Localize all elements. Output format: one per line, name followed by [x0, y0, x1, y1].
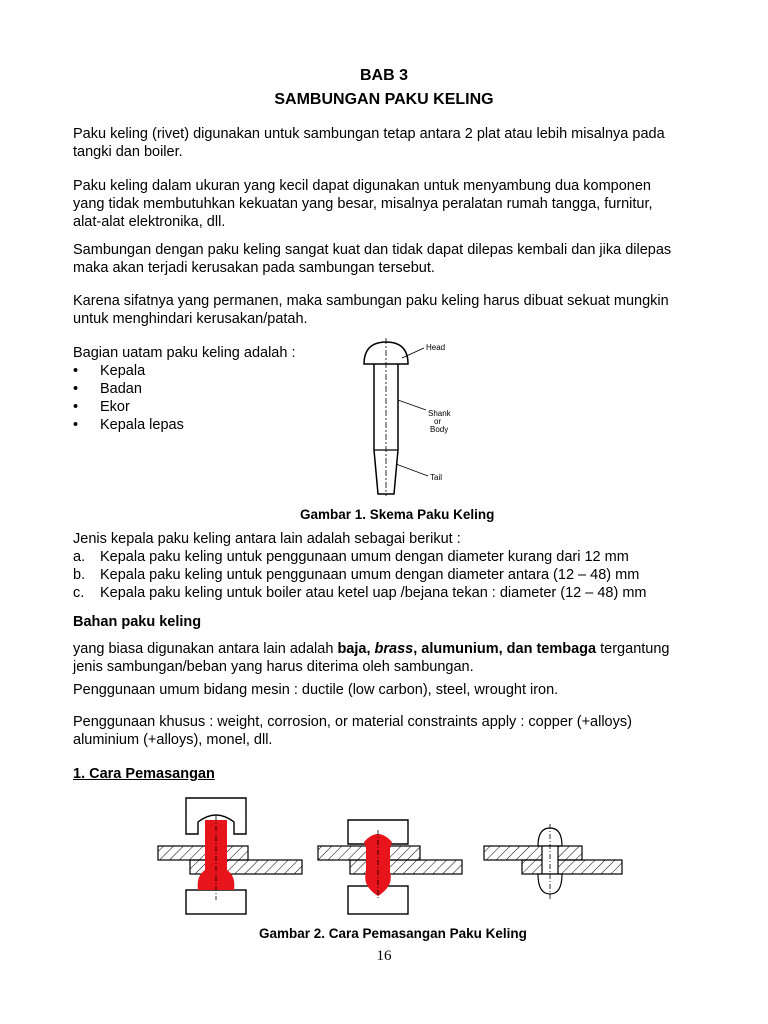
special-use-line: Penggunaan khusus : weight, corrosion, or material constraints apply : copper (+alloys): [73, 714, 632, 730]
materials-paragraph: [73, 640, 713, 676]
page-number: 16: [376, 948, 392, 964]
list-item-label: Kepala: [100, 363, 146, 379]
bullet-icon: •: [73, 363, 79, 379]
plate-upper-shape: [484, 846, 582, 860]
list-item-text: Kepala paku keling untuk penggunaan umum dengan diameter antara (12 – 48) mm: [100, 567, 640, 583]
figure-1-caption: Gambar 1. Skema Paku Keling: [300, 507, 495, 522]
paragraph-2: [73, 177, 713, 231]
materials-text-end: tergantung: [596, 641, 670, 657]
riveting-step-3: [484, 824, 622, 900]
materials-heading: Bahan paku keling: [73, 614, 202, 630]
plate-lower-shape: [522, 860, 622, 874]
list-item-label: Kepala lepas: [100, 417, 184, 433]
general-use-line: Penggunaan umum bidang mesin : ductile (low carbon), steel, wrought iron.: [73, 682, 559, 698]
paragraph-line: yang tidak membutuhkan kekuatan yang besar, misalnya peralatan rumah tangga, furnitur,: [73, 196, 653, 212]
head-label: Head: [426, 343, 446, 352]
materials-line: jenis sambungan/beban yang harus diterima oleh sambungan.: [73, 659, 474, 675]
list-item: [73, 380, 296, 398]
list-item: [73, 566, 713, 584]
riveting-step-2: [318, 820, 462, 914]
paragraph-line: tangki dan boiler.: [73, 144, 183, 160]
plate-upper-shape: [158, 846, 248, 860]
figure-2-caption: Gambar 2. Cara Pemasangan Paku Keling: [259, 926, 527, 941]
riveting-step-1: [158, 798, 302, 914]
paragraph-1: [73, 125, 713, 161]
special-use-paragraph: [73, 713, 713, 749]
list-item-text: Kepala paku keling untuk penggunaan umum dengan diameter kurang dari 12 mm: [100, 549, 629, 565]
rivet-parts-intro: Bagian uatam paku keling adalah :: [73, 345, 296, 361]
head-types-list: [73, 530, 713, 602]
bullet-icon: •: [73, 417, 79, 433]
list-item: [73, 416, 296, 434]
tail-label: Tail: [430, 473, 443, 482]
paragraph-line: untuk menghindari kerusakan/patah.: [73, 311, 308, 327]
list-item-label: Ekor: [100, 399, 130, 415]
paragraph-line: alat-alat elektronika, dll.: [73, 214, 226, 230]
list-marker: a.: [73, 549, 86, 565]
rivet-schematic-figure: [352, 336, 492, 498]
paragraph-line: Paku keling dalam ukuran yang kecil dapat digunakan untuk menyambung dua komponen: [73, 178, 651, 194]
special-use-line: aluminium (+alloys), monel, dll.: [73, 732, 273, 748]
list-marker: c.: [73, 585, 85, 601]
rivet-parts-list: [73, 344, 296, 434]
chapter-number: BAB 3: [359, 67, 408, 84]
paragraph-line: Paku keling (rivet) digunakan untuk sambungan tetap antara 2 plat atau lebih misalnya pada: [73, 126, 665, 142]
body-label: Body: [430, 425, 449, 434]
paragraph-4: [73, 292, 713, 328]
materials-line: [73, 640, 713, 658]
list-item-label: Badan: [100, 381, 142, 397]
materials-text: yang biasa digunakan antara lain adalah: [73, 641, 338, 657]
paragraph-line: Sambungan dengan paku keling sangat kuat dan tidak dapat dilepas kembali dan jika dilepas: [73, 242, 672, 258]
bullet-icon: •: [73, 381, 79, 397]
shank-label: Shank: [428, 409, 451, 418]
paragraph-line: maka akan terjadi kerusakan pada sambungan tersebut.: [73, 260, 435, 276]
materials-bold-brass: brass: [374, 641, 414, 657]
paragraph-line: Karena sifatnya yang permanen, maka sambungan paku keling harus dibuat sekuat mungkin: [73, 293, 669, 309]
chapter-title: SAMBUNGAN PAKU KELING: [274, 91, 494, 108]
general-use-paragraph: [73, 681, 713, 699]
riveting-steps-figure: [150, 790, 630, 918]
list-marker: b.: [73, 567, 86, 583]
section-1-heading: 1. Cara Pemasangan: [73, 766, 215, 782]
head-types-intro: Jenis kepala paku keling antara lain adalah sebagai berikut :: [73, 531, 461, 547]
list-item: [73, 548, 713, 566]
paragraph-3: [73, 241, 713, 277]
materials-bold-steel: baja,: [337, 641, 375, 657]
list-item: [73, 584, 713, 602]
list-item-text: Kepala paku keling untuk boiler atau ketel uap /bejana tekan : diameter (12 – 48) mm: [100, 585, 647, 601]
list-item: [73, 398, 296, 416]
or-label: or: [434, 417, 442, 426]
rivet-shank-shape: [542, 846, 558, 874]
materials-bold-rest: , alumunium, dan tembaga: [413, 641, 597, 657]
list-item: [73, 362, 296, 380]
bullet-icon: •: [73, 399, 79, 415]
